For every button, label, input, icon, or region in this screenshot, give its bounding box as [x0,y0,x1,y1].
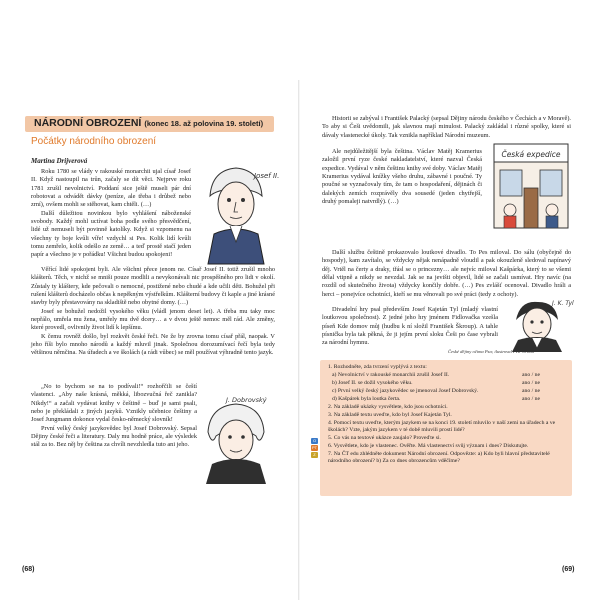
author-name: Martina Drijverová [31,157,88,165]
josef-ii-illustration [196,160,280,265]
paragraph: Divadelní hry psal především Josef Kajetán Tyl (mladý vlastní loutkovou společnost). Z jedné jeho hry jménem Fidlovačka vzešla píseň Kde domov můj (hudbu k ní složil František Škroup). A tahle písnička byla tak pěkná, že ji jejím první sloku Češi po čase vybrali za národní hymnu. [322,306,498,347]
paragraph: První velký český jazykovědec byl Josef Dobrovský. Sepsal Dějiny české řeči a literatury. Daly mu hodně práce, ale výsledek stál za to. Bez něj by čeština za chvíli nevzhledla tuto ani jeho. [31,424,197,449]
question-5: 5. Co vás na textové ukázce zaujalo? Proveďte si. [328,435,441,441]
question-4: 4. Pomocí textu uveďte, kterým jazykem se na konci 19. století mluvilo v naší zemi na úřadech a ve školách? Vzte, jakým jazykem v té době mluvili prostí lidé? [328,420,556,434]
answer-option[interactable]: ano / ne [522,372,541,378]
paragraph: K čemu rovněž došlo, byl rozkvět české řeči. Ne že by zrovna tomu císař přál, naopak. V jeho říši bylo mnoho národů a každý mluvil jinak. Společnou dorozumívací řečí byla tedy většinou němčina. Na úřadech a ve školách (a rádi vůbec) se měl používat výhradně tento jazyk. [31,332,275,357]
text-block-5 [322,148,482,206]
section-heading: Počátky národního obrození [31,136,157,147]
illustration-caption: České dějiny očima Psa; ilustroval Petr Urban [448,349,535,354]
paragraph: Ale nejdůležitější byla čeština. Václav Matěj Kramerius založil první ryze české nakladatelství, které nazval Česká expedice. Vydával v něm češtinu knihy své doby. Václav Matěj Kramerius vydával knížky všeho druhu, zábavné i poučné. Ty poučné se vyznačovaly tím, že tam o hospodaření, dějinách či dalekých zemích rozprávěly dva sousedé (jeden chytřejší, druhý pomaleji natvrdlý). (…) [322,148,482,206]
chapter-subtitle: (konec 18. až polovina 19. století) [144,119,264,128]
question-7: 7. Na ČT edu zhlédněte dokument Národní obrození. Odpovězte: a) Kdo byli hlavní představitelé národního obrození? b) Za co dnes obrozencům vděčíme? [328,451,550,465]
paragraph: Roku 1780 se vlády v rakouské monarchii ujal císař Josef II. Když nastoupil na trůn, začaly se dít věci. Nejprve roku 1781 zrušil nevolnictví. Poddaní sice ještě museli pár dní robotovat a odvádět dávky (peníze, ale třeba i drůbež nebo zrní), ovšem mohli se stěhovat, kam chtěli. (…) [31,168,191,209]
side-mark-icon: O [312,438,317,443]
answer-option[interactable]: ano / ne [522,380,541,386]
dobrovsky-illustration [198,392,276,484]
tyl-label: J. K. Tyl [552,300,574,307]
dobrovsky-label: J. Dobrovský [226,396,267,404]
text-block-6 [322,249,571,299]
paragraph: „No to bychom se na to podívali!“ rozhořčili se čeští vlastenci. „Aby naše krásná, měkká, libozvučná řeč zanikla? Nikdy!“ a začali vydávat knihy v češtině – buď je sami psali, nebo je překládali z jiných jazyků. Vznikly učebnice češtiny a Josef Jungmann dokonce vydal česko-německý slovník! [31,383,197,424]
shop-sign-text: Česká expedice [501,150,561,159]
paragraph: Další službu češtině prokazovalo loutkové divadlo. To Pes miloval. Do sálu (obyčejně do hospody), kam zavítalo, se vždycky nějak nenápadně vloudil a pak okouzleně sledoval napínavý děj. Vrtěl na čerty a draky, třásl se o princezny… ale nejvíc miloval Kašpárka, který to se všemi dělal vtipně a nikdy se nevzdal. Jak se na jevišti objevil, lidé se začali usmívat. Hry navíc (na rozdíl od skutečného života) vždycky končily dobře. (…) Pes zvlášť ocenoval. Divadlo hráli a herci – ponejvíce ochotníci, kteří se mu věnovali po své práci (tedy z ochoty). [322,249,571,298]
question-2: 2. Na základě ukázky vysvětlete, kdo jsou ochotníci. [328,404,448,410]
tyl-illustration [502,296,572,352]
text-block-1 [31,168,191,260]
paragraph: Další důležitou novinkou bylo vyhlášení náboženské svobody. Každý mohl uctívat boha podle svého přesvědčení, lidé už nemuseli být povinně katolíky. Když si vzpomenu na všechny ty boje kvůli víře! vzdychl si Pes. Kolik lidí kvůli tomu zemřelo, kolik odešlo ze země… a teď prostě stačí jeden papír a všechno je v pořádku! Všichni budou spokojeni! [31,209,191,259]
question-1b: b) Josef II. se dožil vysokého věku. [332,380,413,386]
text-block-3 [31,383,197,450]
josef-ii-label: Josef II. [254,172,280,180]
question-3: 3. Na základě textu uveďte, kdo byl Josef Kajetán Tyl. [328,412,452,418]
answer-option[interactable]: ano / ne [522,396,541,402]
paragraph: Historii se zabýval i František Palacký (sepsal Dějiny národu českého v Čechách a v Moravě). To aby si Češi uvědomili, jak slavnou mají minulost. Palacký zakládal i různé spolky, které si dávaly vlastenecké úkoly. Tak vznikla například Národní muzeum. [322,115,571,139]
text-block-4 [322,115,571,140]
paragraph: Věřící lidé spokojeni byli. Ale všichni přece jenom ne. Císař Josef II. totiž zrušil mnoho klášterů. Těch, v nichž se mniši pouze modlili a nevykonávali nic prospěšného pro lidi v okolí. Zůstaly ty kláštery, kde pečovali o nemocné, postižené nebo chudé a kde učili děti. Bohužel při rušení klášterů docházelo občas k nepěkným výstřelkům. Klášterní budovy či kaple a jiné krásné stavby byly přestavovány na skladiště nebo obytné domy. (…) [31,266,275,307]
question-1c: c) První velký český jazykovědec se jmenoval Josef Dobrovský. [332,388,479,394]
question-1a: a) Nevolnictví v rakouské monarchii zrušil Josef II. [332,372,450,378]
ceska-expedice-illustration [488,138,574,230]
side-mark-icon: Z [311,452,318,458]
page-number-right: (69) [562,566,575,573]
question-6: 6. Vysvětlete, kdo je vlastenec. Ověřte. Má vlastenectví svůj význam i dnes? Diskutujte. [328,443,529,449]
text-block-7 [322,306,498,348]
side-mark-icon: PT [311,445,318,450]
question-1: 1. Rozhodněte, zda tvrzení vyplývá z textu: [328,364,427,370]
chapter-title: NÁRODNÍ OBROZENÍ (konec 18. až polovina 19. století) [34,117,264,129]
text-block-2 [31,266,275,358]
question-1d: d) Kašpárek byla loutka čerta. [332,396,401,402]
paragraph: Josef se bohužel nedožil vysokého věku (vládl jenom deset let). A třeba mu taky moc nepřálo, umřela mu žena, umřely mu dvě dcery… a v dvou ještě nemoc měl rád. Ale změny, které provedl, ovlivnily život lidí k lepšímu. [31,307,275,332]
page-number-left: (68) [22,566,35,573]
answer-option[interactable]: ano / ne [522,388,541,394]
